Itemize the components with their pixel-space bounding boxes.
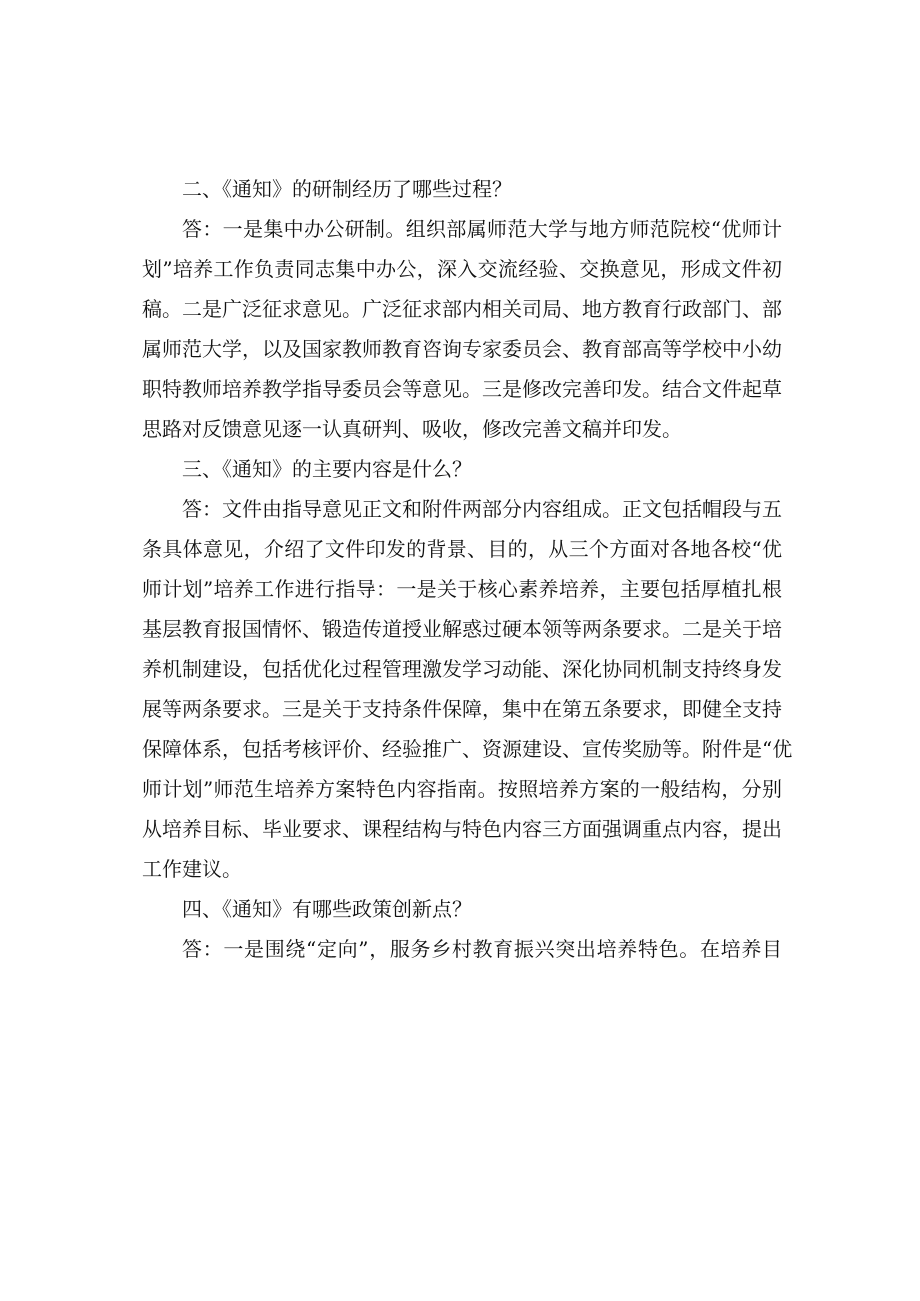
section-3-line-3: 师计划”培养工作进行指导：一是关于核心素养培养，主要包括厚植扎根 xyxy=(142,577,782,601)
section-2-line-4: 属师范大学，以及国家教师教育咨询专家委员会、教育部高等学校中小幼 xyxy=(142,337,782,361)
section-2-line-2: 划”培养工作负责同志集中办公，深入交流经验、交换意见，形成文件初 xyxy=(142,257,782,281)
section-2-line-1: 答：一是集中办公研制。组织部属师范大学与地方师范院校“优师计 xyxy=(182,217,782,241)
section-3-line-8: 师计划”师范生培养方案特色内容指南。按照培养方案的一般结构，分别 xyxy=(142,777,782,801)
section-4-line-1: 答：一是围绕“定向”，服务乡村教育振兴突出培养特色。在培养目 xyxy=(182,937,782,961)
section-3-line-1: 答：文件由指导意见正文和附件两部分内容组成。正文包括帽段与五 xyxy=(182,497,782,521)
section-3-line-10: 工作建议。 xyxy=(142,857,242,881)
section-2-line-6: 思路对反馈意见逐一认真研判、吸收，修改完善文稿并印发。 xyxy=(142,417,682,441)
section-4-heading: 四、《通知》有哪些政策创新点？ xyxy=(182,897,472,921)
section-2-line-5: 职特教师培养教学指导委员会等意见。三是修改完善印发。结合文件起草 xyxy=(142,377,782,401)
section-3-line-5: 养机制建设，包括优化过程管理激发学习动能、深化协同机制支持终身发 xyxy=(142,657,782,681)
section-3-line-6: 展等两条要求。三是关于支持条件保障，集中在第五条要求，即健全支持 xyxy=(142,697,782,721)
section-2-line-3: 稿。二是广泛征求意见。广泛征求部内相关司局、地方教育行政部门、部 xyxy=(142,297,782,321)
section-3-line-7: 保障体系，包括考核评价、经验推广、资源建设、宣传奖励等。附件是“优 xyxy=(142,737,793,761)
section-3-line-9: 从培养目标、毕业要求、课程结构与特色内容三方面强调重点内容，提出 xyxy=(142,817,782,841)
section-3-heading: 三、《通知》的主要内容是什么？ xyxy=(182,457,472,481)
section-3-line-2: 条具体意见，介绍了文件印发的背景、目的，从三个方面对各地各校“优 xyxy=(142,537,782,561)
section-3-line-4: 基层教育报国情怀、锻造传道授业解惑过硬本领等两条要求。二是关于培 xyxy=(142,617,782,641)
document-body xyxy=(142,169,793,969)
section-2-heading: 二、《通知》的研制经历了哪些过程？ xyxy=(182,177,512,201)
